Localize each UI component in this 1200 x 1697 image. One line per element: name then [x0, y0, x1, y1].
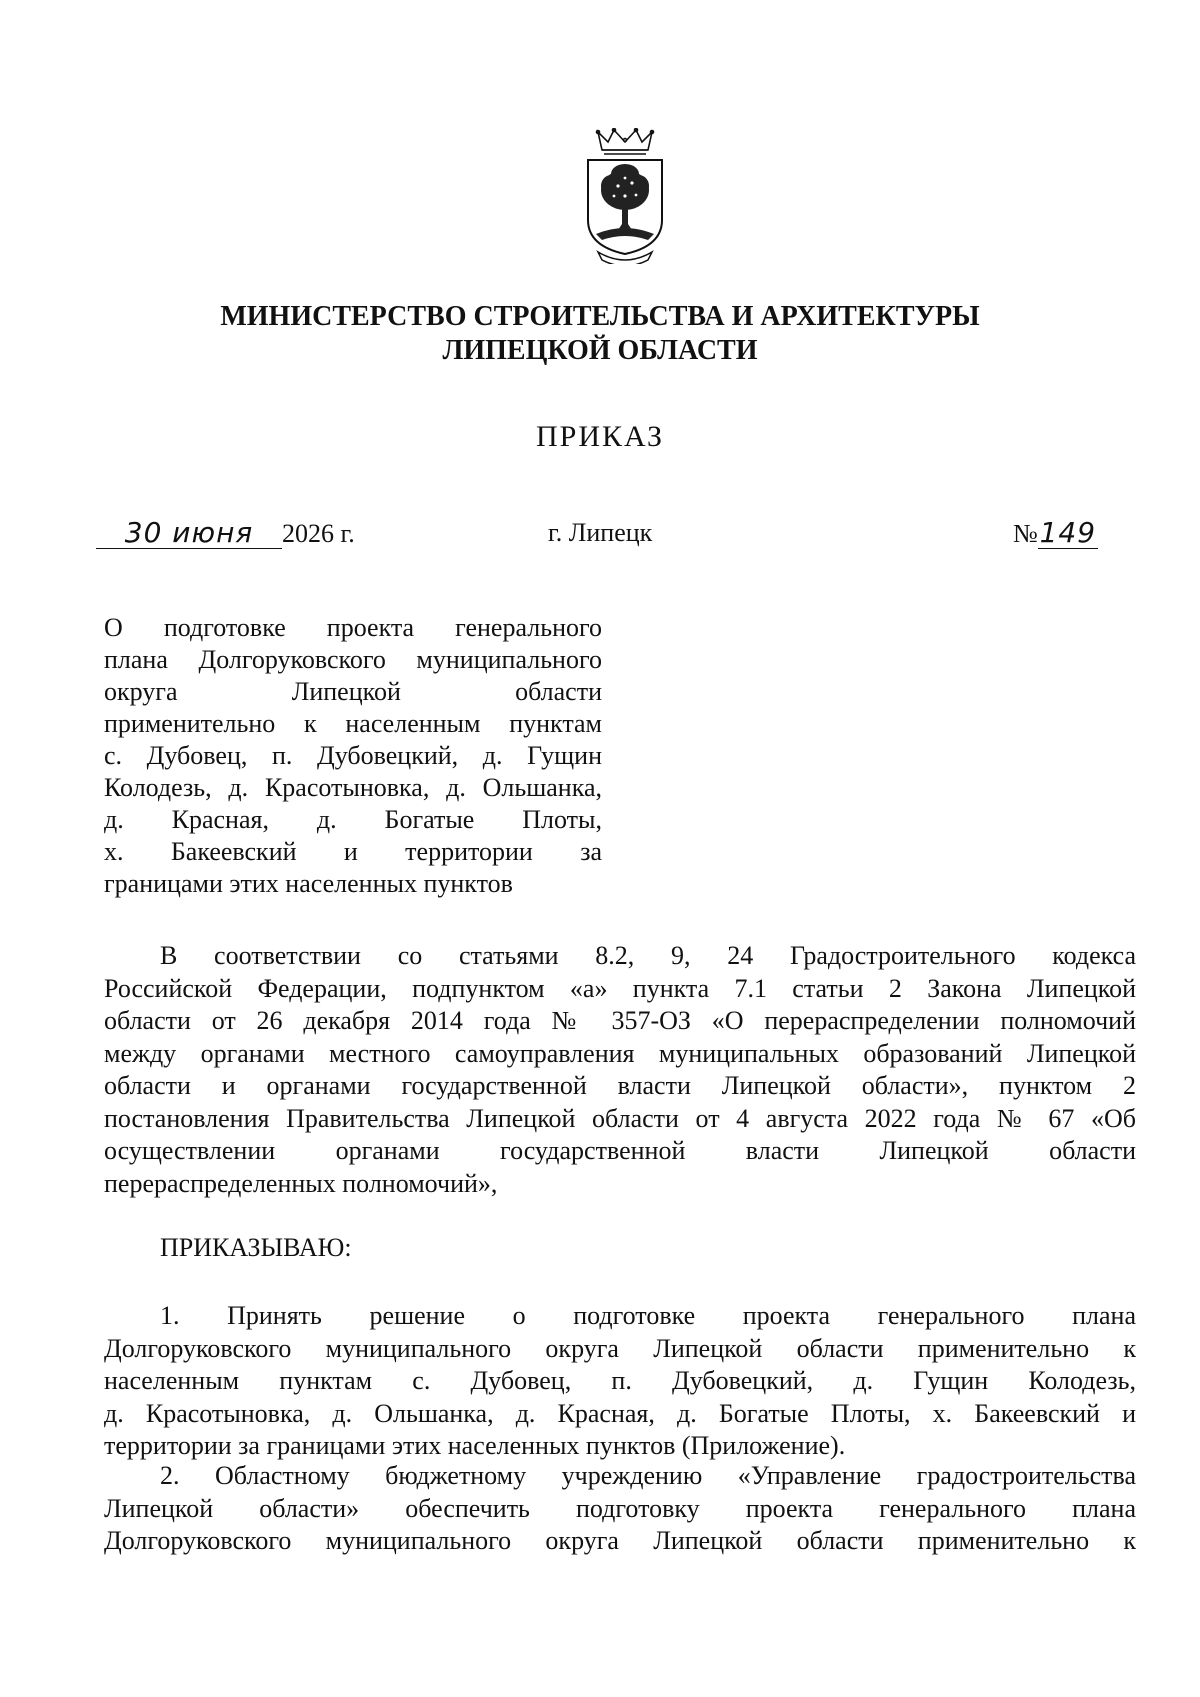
coat-of-arms-icon [578, 128, 672, 264]
item-line: населенным пунктам с. Дубовец, п. Дубовецкий, д. Гущин Колодезь, [104, 1366, 1136, 1395]
number-label: № [1013, 519, 1038, 548]
order-subject [104, 612, 602, 900]
subject-line: применительно к населенным пунктам [104, 709, 602, 738]
preamble-line: перераспределенных полномочий», [104, 1168, 498, 1198]
document-number [1013, 518, 1098, 549]
document-date [96, 518, 355, 549]
subject-line: плана Долгоруковского муниципального [104, 645, 602, 674]
handwritten-date: 30 июня [96, 518, 282, 549]
ministry-name-line2: ЛИПЕЦКОЙ ОБЛАСТИ [442, 335, 758, 366]
subject-line: границами этих населенных пунктов [104, 869, 513, 898]
document-year: 2026 г. [282, 519, 355, 548]
order-item-2 [104, 1460, 1136, 1558]
subject-line: Колодезь, д. Красотыновка, д. Ольшанка, [104, 773, 602, 802]
document-type: ПРИКАЗ [536, 420, 664, 453]
subject-line: х. Бакеевский и территории за [104, 837, 602, 866]
order-word: ПРИКАЗЫВАЮ: [160, 1233, 352, 1262]
preamble-line: области от 26 декабря 2014 года № 357-ОЗ «О перераспределении полномочий [104, 1006, 1136, 1035]
item-line: Долгоруковского муниципального округа Липецкой области применительно к [104, 1333, 1136, 1363]
item-line: Липецкой области» обеспечить подготовку проекта генерального плана [104, 1493, 1136, 1523]
preamble-paragraph [104, 940, 1136, 1200]
document-city: г. Липецк [548, 518, 653, 547]
preamble-line: Российской Федерации, подпунктом «а» пункта 7.1 статьи 2 Закона Липецкой [104, 973, 1136, 1003]
item-line: Долгоруковского муниципального округа Липецкой области применительно к [104, 1526, 1136, 1555]
preamble-line: области и органами государственной власти Липецкой области», пунктом 2 [104, 1071, 1136, 1100]
handwritten-number: 149 [1039, 516, 1097, 549]
item-line: 2. Областному бюджетному учреждению «Управление градостроительства [160, 1461, 1136, 1490]
subject-line: д. Красная, д. Богатые Плоты, [104, 805, 602, 834]
subject-line: с. Дубовец, п. Дубовецкий, д. Гущин [104, 741, 602, 770]
item-line: территории за границами этих населенных пунктов (Приложение). [104, 1431, 846, 1460]
item-line: 1. Принять решение о подготовке проекта генерального плана [160, 1301, 1136, 1330]
subject-line: округа Липецкой области [104, 677, 602, 706]
preamble-line: между органами местного самоуправления муниципальных образований Липецкой [104, 1038, 1136, 1068]
item-line: д. Красотыновка, д. Ольшанка, д. Красная, д. Богатые Плоты, х. Бакеевский и [104, 1398, 1136, 1428]
subject-line: О подготовке проекта генерального [104, 613, 602, 642]
preamble-line: В соответствии со статьями 8.2, 9, 24 Градостроительного кодекса [160, 941, 1136, 970]
preamble-line: осуществлении органами государственной власти Липецкой области [104, 1136, 1136, 1165]
ministry-name-line1: МИНИСТЕРСТВО СТРОИТЕЛЬСТВА И АРХИТЕКТУРЫ [220, 301, 980, 332]
ministry-name [0, 300, 1200, 368]
preamble-line: постановления Правительства Липецкой области от 4 августа 2022 года № 67 «Об [104, 1103, 1136, 1133]
order-item-1 [104, 1300, 1136, 1463]
